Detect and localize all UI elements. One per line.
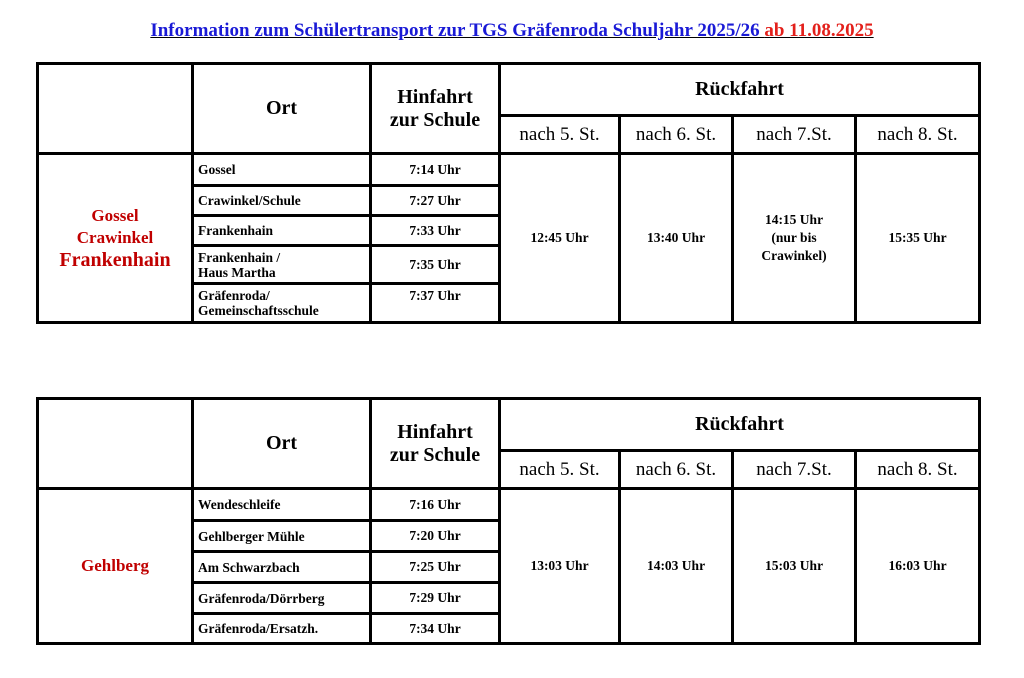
return-after-7: 15:03 Uhr (733, 489, 856, 644)
stop-name-line2: Gemeinschaftsschule (198, 303, 319, 318)
page-title (0, 20, 1024, 42)
stop-name (193, 246, 371, 284)
stop-name (193, 284, 371, 323)
stop-name-line2: Haus Martha (198, 264, 276, 280)
header-after-8: nach 8. St. (856, 116, 980, 154)
stop-name: Gräfenroda/Ersatzh. (193, 614, 371, 644)
departure-time: 7:35 Uhr (371, 246, 500, 284)
departure-time: 7:27 Uhr (371, 186, 500, 216)
header-hinfahrt (371, 399, 500, 489)
page-title-date: ab 11.08.2025 (764, 20, 874, 41)
header-hinfahrt-line1: Hinfahrt (397, 420, 473, 443)
stop-name: Crawinkel/Schule (193, 186, 371, 216)
header-ort: Ort (193, 399, 371, 489)
header-after-5: nach 5. St. (500, 116, 620, 154)
stop-name: Frankenhain (193, 216, 371, 246)
departure-time: 7:34 Uhr (371, 614, 500, 644)
stop-name: Am Schwarzbach (193, 552, 371, 583)
page-title-main: Information zum Schülertransport zur TGS Gräfenroda Schuljahr 2025/26 (150, 20, 765, 41)
schedule-table-gossel (36, 62, 981, 324)
stop-name: Gossel (193, 154, 371, 186)
stop-name: Wendeschleife (193, 489, 371, 521)
header-hinfahrt-line1: Hinfahrt (397, 85, 473, 108)
header-hinfahrt-line2: zur Schule (389, 108, 481, 131)
return-note-line1: (nur bis (771, 230, 817, 245)
header-rueckfahrt: Rückfahrt (500, 64, 980, 116)
return-after-6: 13:40 Uhr (620, 154, 733, 323)
region-name-frankenhain: Frankenhain (59, 249, 171, 271)
stop-name-line1: Frankenhain / (198, 249, 281, 265)
return-after-7 (733, 154, 856, 323)
header-empty (38, 399, 193, 489)
header-after-6: nach 6. St. (620, 451, 733, 489)
return-after-8: 15:35 Uhr (856, 154, 980, 323)
return-note-line2: Crawinkel) (761, 248, 827, 263)
stop-name-line1: Gräfenroda/ (198, 288, 270, 303)
header-rueckfahrt: Rückfahrt (500, 399, 980, 451)
region-cell (38, 154, 193, 323)
header-after-6: nach 6. St. (620, 116, 733, 154)
return-after-8: 16:03 Uhr (856, 489, 980, 644)
departure-time: 7:25 Uhr (371, 552, 500, 583)
return-after-6: 14:03 Uhr (620, 489, 733, 644)
return-after-5: 13:03 Uhr (500, 489, 620, 644)
header-after-7: nach 7.St. (733, 451, 856, 489)
stop-name: Gehlberger Mühle (193, 521, 371, 552)
departure-time: 7:14 Uhr (371, 154, 500, 186)
stop-name: Gräfenroda/Dörrberg (193, 583, 371, 614)
departure-time: 7:16 Uhr (371, 489, 500, 521)
header-hinfahrt (371, 64, 500, 154)
header-after-7: nach 7.St. (733, 116, 856, 154)
header-after-5: nach 5. St. (500, 451, 620, 489)
region-name-crawinkel: Crawinkel (76, 228, 154, 247)
region-cell: Gehlberg (38, 489, 193, 644)
departure-time: 7:20 Uhr (371, 521, 500, 552)
region-name-gossel: Gossel (91, 206, 139, 225)
header-empty (38, 64, 193, 154)
header-ort: Ort (193, 64, 371, 154)
return-time: 14:15 Uhr (764, 212, 824, 227)
departure-time: 7:33 Uhr (371, 216, 500, 246)
header-hinfahrt-line2: zur Schule (389, 443, 481, 466)
departure-time: 7:29 Uhr (371, 583, 500, 614)
return-after-5: 12:45 Uhr (500, 154, 620, 323)
header-after-8: nach 8. St. (856, 451, 980, 489)
departure-time: 7:37 Uhr (371, 284, 500, 323)
schedule-table-gehlberg (36, 397, 981, 645)
